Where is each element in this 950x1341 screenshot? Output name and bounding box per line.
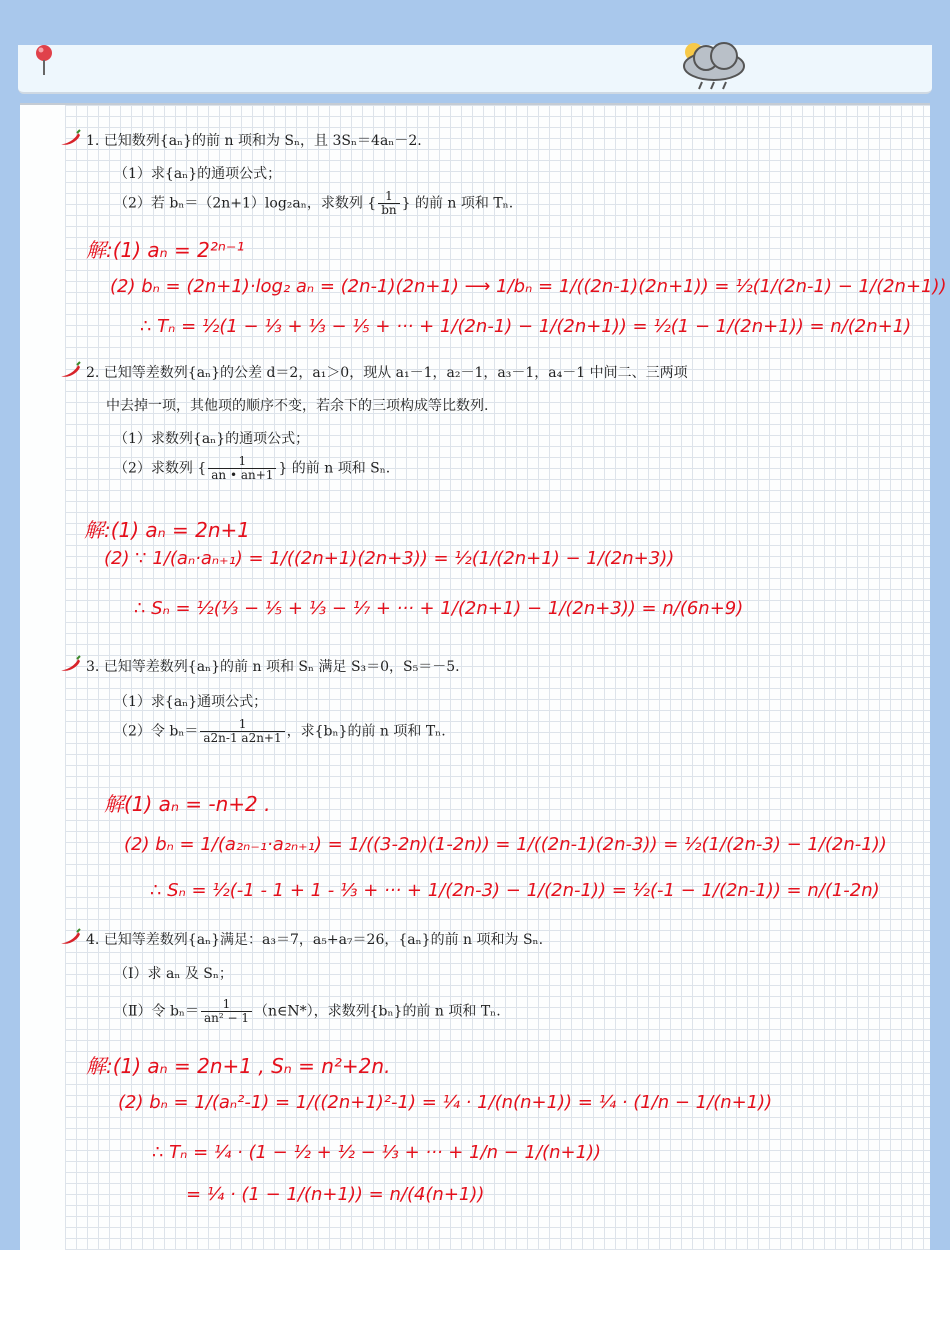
fraction-denominator: a2n-1 a2n+1 (203, 731, 282, 745)
problem-4-part1: （Ⅰ）求 aₙ 及 Sₙ； (114, 966, 233, 982)
problem-3-stem: 3. 已知等差数列{aₙ}的前 n 项和 Sₙ 满足 S₃＝0，S₅＝－5. (86, 659, 460, 675)
problem-3-solution-line-1: 解(1) aₙ = -n+2 . (104, 792, 271, 816)
problem-3-solution-line-3: ∴ Sₙ = ½(-1 - 1 + 1 - ⅓ + ··· + 1/(2n-3) − 1/(2n-1)) = ½(-1 − 1/(2n-1)) = n/(1-2n) (150, 880, 880, 901)
problem-3-part2 (114, 718, 446, 745)
fraction-denominator: an² − 1 (203, 1011, 249, 1025)
problem-1-part2 (114, 190, 513, 217)
problem-1-part1: （1）求{aₙ}的通项公式； (114, 166, 282, 182)
header-banner (18, 45, 932, 94)
fraction-numerator: 1 (208, 455, 276, 469)
problem-4-solution-line-2: (2) bₙ = 1/(aₙ²-1) = 1/((2n+1)²-1) = ¼ · 1/(n(n+1)) = ¼ · (1/n − 1/(n+1)) (118, 1092, 773, 1113)
fraction-numerator: 1 (200, 718, 284, 732)
chili-pepper-icon (58, 361, 82, 379)
problem-2-part2-post: } 的前 n 项和 Sₙ. (278, 460, 391, 477)
problem-4-part2 (114, 998, 501, 1025)
chili-pepper-icon (58, 655, 82, 673)
chili-pepper-icon (58, 928, 82, 946)
problem-1-solution-line-2: (2) bₙ = (2n+1)·log₂ aₙ = (2n-1)(2n+1) ⟶ 1/bₙ = 1/((2n-1)(2n+1)) = ½(1/(2n-1) − 1/(2n+1)) (110, 276, 947, 297)
page-bottom-margin (0, 1250, 950, 1341)
problem-4-stem: 4. 已知等差数列{aₙ}满足：a₃＝7，a₅+a₇＝26，{aₙ}的前 n 项和为 Sₙ. (86, 932, 544, 948)
problem-2-solution-line-1: 解:(1) aₙ = 2n+1 (84, 518, 251, 542)
problem-1-solution-line-3: ∴ Tₙ = ½(1 − ⅓ + ⅓ − ⅕ + ··· + 1/(2n-1) − 1/(2n+1)) = ½(1 − 1/(2n+1)) = n/(2n+1) (140, 316, 912, 337)
problem-2-stem: 2. 已知等差数列{aₙ}的公差 d＝2，a₁＞0，现从 a₁－1，a₂－1，a₃－1，a₄－1 中间二、三两项 (86, 365, 688, 381)
problem-1-fraction (378, 190, 399, 217)
pushpin-icon (34, 44, 54, 76)
problem-2-part1: （1）求数列{aₙ}的通项公式； (114, 431, 310, 447)
problem-3-part2-post: ，求{bₙ}的前 n 项和 Tₙ. (286, 723, 446, 740)
problem-1-stem: 1. 已知数列{aₙ}的前 n 项和为 Sₙ，且 3Sₙ＝4aₙ－2. (86, 133, 422, 149)
problem-4-fraction (201, 998, 252, 1025)
problem-4-part2-post: （n∈N*），求数列{bₙ}的前 n 项和 Tₙ. (254, 1003, 501, 1020)
problem-2-part2-pre: （2）求数列 { (114, 460, 207, 477)
fraction-denominator: bn (381, 203, 397, 217)
problem-2-part2 (114, 455, 390, 482)
problem-3-fraction (200, 718, 284, 745)
problem-1-part2-pre: （2）若 bₙ＝（2n+1）log₂aₙ，求数列 { (114, 195, 377, 212)
problem-4-solution-line-3: ∴ Tₙ = ¼ · (1 − ½ + ½ − ⅓ + ··· + 1/n − 1/(n+1)) (152, 1142, 602, 1163)
problem-1-part2-post: } 的前 n 项和 Tₙ. (401, 195, 514, 212)
problem-2-fraction (208, 455, 276, 482)
problem-2-solution-line-2: (2) ∵ 1/(aₙ·aₙ₊₁) = 1/((2n+1)(2n+3)) = ½(1/(2n+1) − 1/(2n+3)) (104, 548, 675, 569)
problem-2-stem-continued: 中去掉一项，其他项的顺序不变，若余下的三项构成等比数列. (106, 398, 489, 414)
problem-4-solution-line-1: 解:(1) aₙ = 2n+1 , Sₙ = n²+2n. (86, 1054, 391, 1078)
chili-pepper-icon (58, 129, 82, 147)
problem-1-solution-line-1: 解:(1) aₙ = 2²ⁿ⁻¹ (86, 238, 245, 262)
fraction-denominator: an • an+1 (211, 468, 274, 482)
fraction-numerator: 1 (201, 998, 252, 1012)
fraction-numerator: 1 (378, 190, 399, 204)
problem-4-part2-pre: （Ⅱ）令 bₙ＝ (114, 1003, 199, 1020)
sun-cloud-rain-icon (672, 42, 754, 92)
problem-2-solution-line-3: ∴ Sₙ = ½(⅓ − ⅕ + ⅓ − ⅐ + ··· + 1/(2n+1) − 1/(2n+3)) = n/(6n+9) (134, 598, 744, 619)
problem-3-part2-pre: （2）令 bₙ＝ (114, 723, 199, 740)
problem-4-solution-line-4: = ¼ · (1 − 1/(n+1)) = n/(4(n+1)) (186, 1184, 485, 1205)
problem-3-solution-line-2: (2) bₙ = 1/(a₂ₙ₋₁·a₂ₙ₊₁) = 1/((3-2n)(1-2n)) = 1/((2n-1)(2n-3)) = ½(1/(2n-3) − 1/(2n-1)) (124, 834, 887, 855)
problem-3-part1: （1）求{aₙ}通项公式； (114, 694, 268, 710)
